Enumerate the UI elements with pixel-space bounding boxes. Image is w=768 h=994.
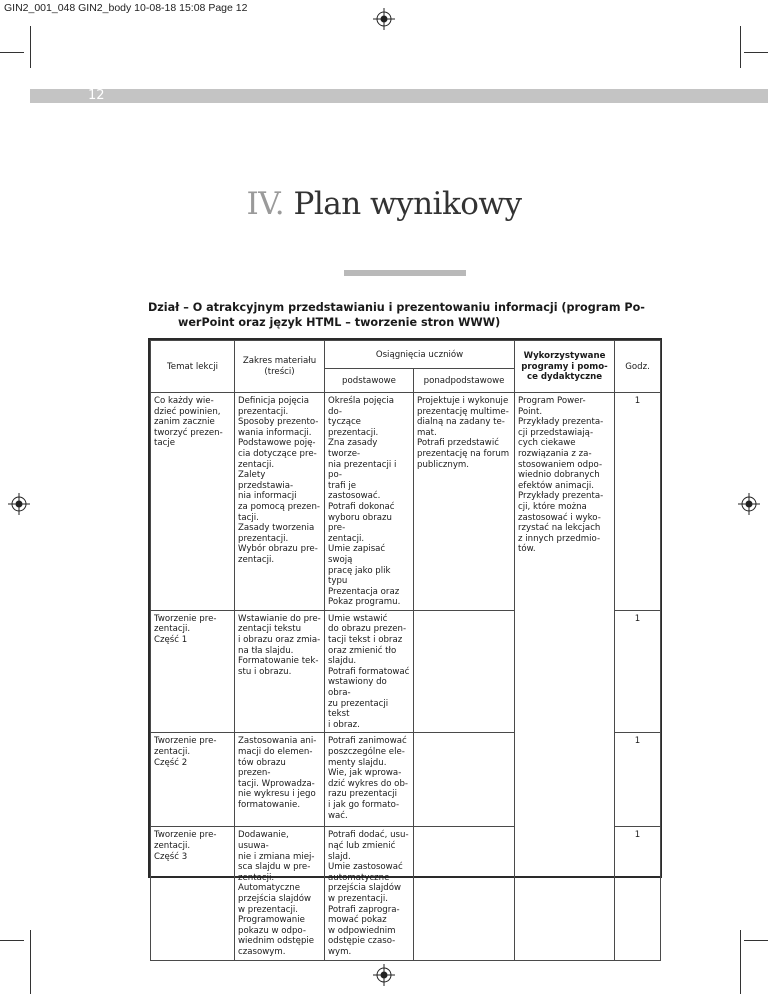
cell-zakres: Zastosowania ani- macji do elemen- tów obrazu prezen- tacji. Wprowadza- nie wykresu i jego formatowanie. (235, 733, 325, 827)
cell-programy: Program Power- Point. Przykłady prezenta- cji przedstawiają- cych ciekawe rozwiązania z za- stosowaniem odpo- wiednio dobranych efektów animacji. Przykłady prezenta- cji, które można zastosować i wyko- rzystać na lekcjach z innych przedmio- tów. (515, 393, 615, 961)
registration-mark-icon (8, 493, 30, 515)
cell-temat: Tworzenie pre- zentacji. Część 1 (151, 610, 235, 733)
cell-ponadpodstawowe (414, 827, 515, 960)
header-zakres: Zakres materiału (treści) (235, 341, 325, 393)
cell-ponadpodstawowe (414, 733, 515, 827)
cell-podstawowe: Określa pojęcia do- tyczące prezentacji. Zna zasady tworze- nia prezentacji i po- trafi je zastosować. Potrafi dokonać wyboru obrazu pre- zentacji. Umie zapisać swoją pracę jako plik typu Prezentacja oraz Pokaz programu. (325, 393, 414, 611)
crop-mark (30, 930, 31, 994)
section-heading-line2: werPoint oraz język HTML – tworzenie stron WWW) (178, 316, 501, 329)
cell-temat: Tworzenie pre- zentacji. Część 3 (151, 827, 235, 960)
header-godz: Godz. (615, 341, 661, 393)
cell-godz: 1 (615, 733, 661, 827)
cell-podstawowe: Potrafi zanimować poszczególne ele- menty slajdu. Wie, jak wprowa- dzić wykres do ob- razu prezentacji i jak go formato- wać. (325, 733, 414, 827)
crop-mark (740, 930, 741, 994)
registration-mark-icon (738, 493, 760, 515)
crop-mark (740, 26, 741, 68)
header-podstawowe: podstawowe (325, 369, 414, 393)
cell-temat: Tworzenie pre- zentacji. Część 2 (151, 733, 235, 827)
header-programy: Wykorzystywane programy i pomo- ce dydaktyczne (515, 341, 615, 393)
registration-mark-icon (373, 8, 395, 30)
crop-mark (0, 52, 24, 53)
cell-ponadpodstawowe (414, 610, 515, 733)
section-heading-line1: Dział – O atrakcyjnym przedstawianiu i prezentowaniu informacji (program Po- (148, 301, 645, 314)
cell-godz: 1 (615, 610, 661, 733)
registration-mark-icon (373, 964, 395, 986)
cell-podstawowe: Potrafi dodać, usu- nąć lub zmienić slajd. Umie zastosować automatyczne przejścia slajdów w prezentacji. Potrafi zaprogra- mować pokaz w odpowiednim odstępie czaso- wym. (325, 827, 414, 960)
page-title (0, 186, 768, 222)
header-temat: Temat lekcji (151, 341, 235, 393)
header-osiagniecia: Osiągnięcia uczniów (325, 341, 515, 369)
crop-mark (0, 940, 24, 941)
crop-mark (744, 52, 768, 53)
page-number-bar (30, 89, 768, 103)
cell-ponadpodstawowe: Projektuje i wykonuje prezentację multime- dialną na zadany te- mat. Potrafi przedstawić prezentację na forum publicznym. (414, 393, 515, 611)
plan-table-frame (148, 338, 662, 957)
cell-podstawowe: Umie wstawić do obrazu prezen- tacji tekst i obraz oraz zmienić tło slajdu. Potrafi formatować wstawiony do obra- zu prezentacji tekst i obraz. (325, 610, 414, 733)
chapter-roman-numeral: IV. (246, 186, 285, 222)
plan-table (150, 340, 661, 961)
crop-mark (30, 26, 31, 68)
header-ponadpodstawowe: ponadpodstawowe (414, 369, 515, 393)
title-underline-rule (344, 270, 466, 276)
table-row (151, 393, 661, 611)
chapter-title: Plan wynikowy (293, 186, 522, 222)
cell-zakres: Dodawanie, usuwa- nie i zmiana miej- sca slajdu w pre- zentacji. Automatyczne przejścia slajdów w prezentacji. Programowanie pokazu w odpo- wiednim odstępie czasowym. (235, 827, 325, 960)
section-heading (148, 300, 663, 330)
print-slug: GIN2_001_048 GIN2_body 10-08-18 15:08 Page 12 (4, 2, 248, 14)
cell-godz: 1 (615, 393, 661, 611)
cell-zakres: Definicja pojęcia prezentacji. Sposoby prezento- wania informacji. Podstawowe poję- cia dotyczące pre- zentacji. Zalety przedstawia- nia informacji za pomocą prezen- tacji. Zasady tworzenia prezentacji. Wybór obrazu pre- zentacji. (235, 393, 325, 611)
cell-godz: 1 (615, 827, 661, 960)
crop-mark (744, 940, 768, 941)
cell-zakres: Wstawianie do pre- zentacji tekstu i obrazu oraz zmia- na tła slajdu. Formatowanie tek- stu i obrazu. (235, 610, 325, 733)
cell-temat: Co każdy wie- dzieć powinien, zanim zacznie tworzyć prezen- tacje (151, 393, 235, 611)
page-number: 12 (88, 88, 105, 103)
